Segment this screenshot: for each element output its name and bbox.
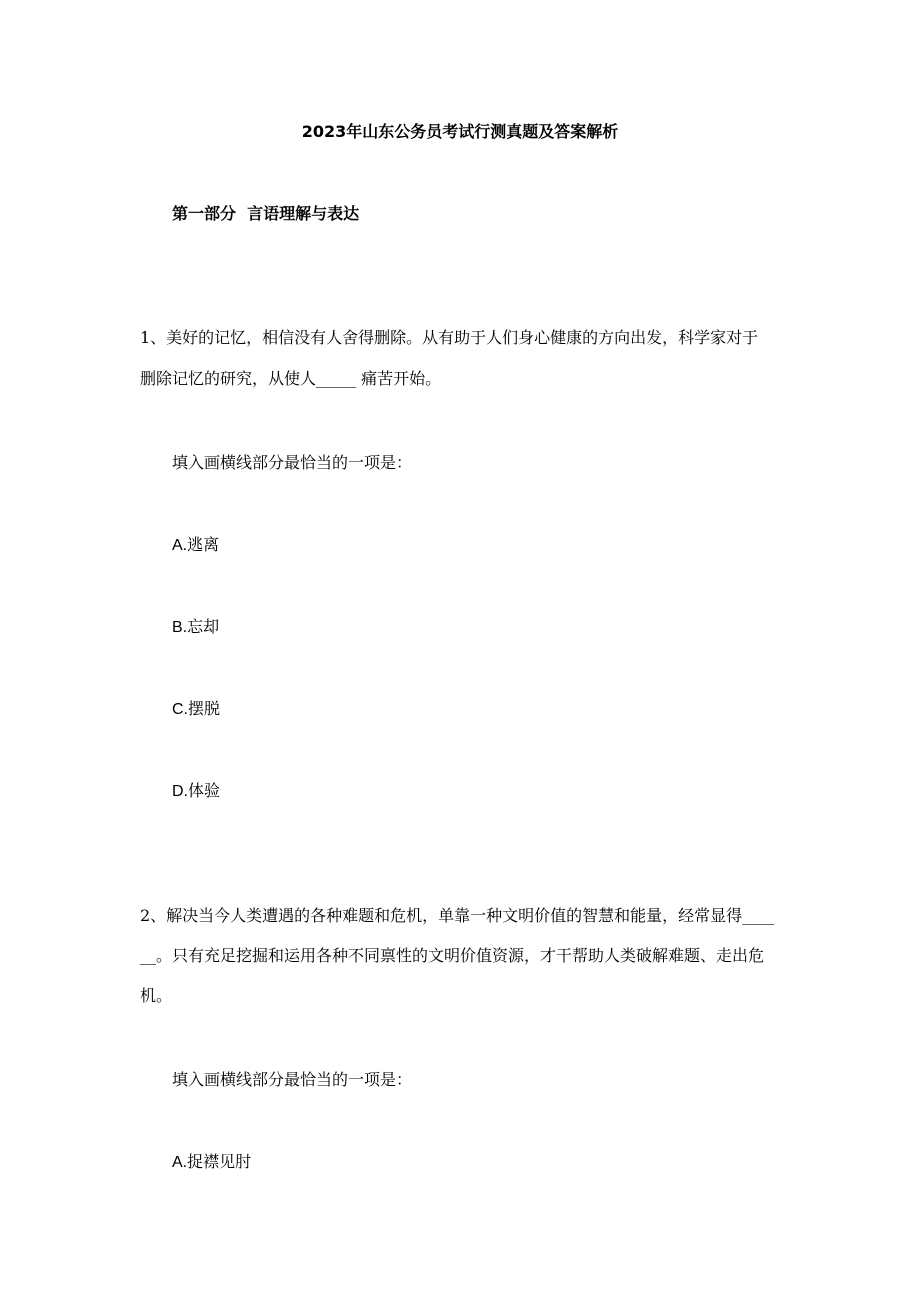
question-text-line: 机。 bbox=[140, 986, 173, 1005]
option-text: 逃离 bbox=[187, 535, 220, 554]
option-letter: D. bbox=[172, 783, 188, 800]
option-b bbox=[172, 615, 219, 640]
option-text: 忘却 bbox=[187, 617, 220, 636]
question-text-line: 2、解决当今人类遭遇的各种难题和危机，单靠一种文明价值的智慧和能量，经常显得____ bbox=[140, 906, 775, 925]
option-c bbox=[172, 697, 220, 722]
option-a bbox=[172, 533, 219, 558]
option-text: 体验 bbox=[188, 781, 221, 800]
document-title: 2023年山东公务员考试行测真题及答案解析 bbox=[301, 122, 619, 141]
question-text-line: __。只有充足挖掘和运用各种不同禀性的文明价值资源，才干帮助人类破解难题、走出危 bbox=[140, 946, 765, 965]
option-letter: C. bbox=[172, 701, 188, 718]
option-letter: A. bbox=[172, 537, 188, 554]
option-a bbox=[172, 1150, 251, 1175]
option-text: 捉襟见肘 bbox=[187, 1152, 252, 1171]
option-d bbox=[172, 779, 220, 804]
question-text-line: 删除记忆的研究，从使人_____ 痛苦开始。 bbox=[140, 369, 442, 388]
option-text: 摆脱 bbox=[188, 699, 221, 718]
section-heading: 第一部分 言语理解与表达 bbox=[172, 204, 360, 223]
option-letter: B. bbox=[172, 619, 188, 636]
question-text-line: 1、美好的记忆，相信没有人舍得删除。从有助于人们身心健康的方向出发，科学家对于 bbox=[140, 328, 759, 347]
question-prompt: 填入画横线部分最恰当的一项是： bbox=[172, 1070, 413, 1089]
option-letter: A. bbox=[172, 1154, 188, 1171]
question-prompt: 填入画横线部分最恰当的一项是： bbox=[172, 453, 413, 472]
